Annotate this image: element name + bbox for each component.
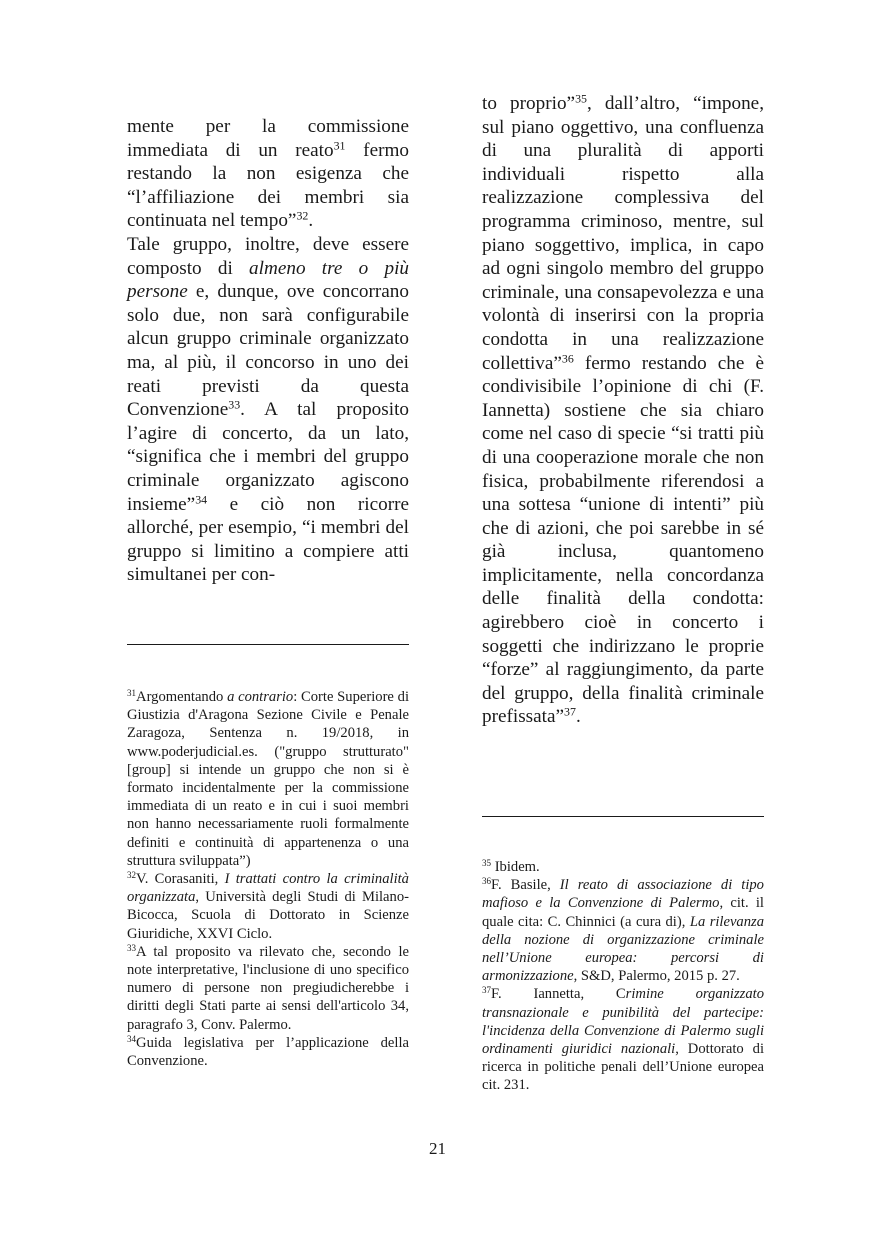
- text-run: , Dottorato di ricerca in politiche penali dell’Unione europea cit. 231.: [482, 1041, 764, 1094]
- text-run: , Università degli Studi di Milano-Bicocca, Scuola di Dottorato in Scienze Giuridiche, XXVI Ciclo.: [127, 889, 409, 942]
- footnote-31: [127, 688, 409, 870]
- body-paragraph: [127, 115, 409, 233]
- text-run: e, dunque, ove concorrano solo due, non sarà configurabile alcun gruppo criminale organizzato ma, al più, il concorso in uno dei reati previsti da questa Convenzione: [127, 281, 409, 421]
- footnote-number: 35: [482, 858, 492, 869]
- footnote-34: [127, 1034, 409, 1070]
- footnote-reference: 36: [561, 350, 574, 365]
- left-column-body: [127, 115, 409, 587]
- footnote-reference: 31: [333, 138, 346, 153]
- text-run: fermo restando che è condivisibile l’opinione di chi (F. Iannetta) sostiene che sia chiaro come nel caso di specie “si tratti più di una cooperazione morale che non fisica, probabilmente riferendosi a una sottesa “unione di intenti” più che di azioni, che poi sarebbe in sé già inclusa, quantomeno implicitamente, nella concordanza delle finalità della condotta: agirebbero cioè in concerto i soggetti che indirizzano le proprie “forze” al raggiungimento, da parte del gruppo, della finalità criminale prefissata”: [482, 352, 764, 728]
- body-paragraph: [127, 233, 409, 587]
- text-run: to proprio”: [482, 93, 576, 114]
- text-run: : Corte Superiore di Giustizia d'Aragona Sezione Civile e Penale Zaragoza, Sentenza n. 19/2018, in www.poderjudicial.es. ("gruppo strutturato" [group] si intende un gruppo che non si è formato incidentalmente per la commissione immediata di un reato e in cui i suoi membri non hanno necessariamente ruoli formalmente definiti e continuità di appartenenza o una struttura sviluppata”): [127, 689, 409, 869]
- text-run: .: [575, 706, 581, 728]
- text-run: .: [308, 210, 314, 232]
- text-run: Ibidem.: [491, 859, 540, 875]
- body-paragraph: [482, 92, 764, 729]
- text-run: , cit. il quale cita: C. Chinnici (a cura di),: [482, 895, 764, 930]
- text-run: A tal proposito va rilevato che, secondo le note interpretative, l'inclusione di uno specifico numero di persone non pregiudicherebbe i diritti degli Stati parte ai sensi dell'articolo 34, paragrafo 3, Conv. Palermo.: [127, 943, 409, 1033]
- text-run: Argomentando: [136, 689, 228, 705]
- footnote-number: 31: [127, 688, 137, 699]
- text-run: V. Corasaniti,: [136, 871, 225, 888]
- footnote-reference: 37: [564, 704, 576, 719]
- footnote-36: [482, 876, 764, 985]
- footnote-reference: 35: [575, 91, 587, 106]
- italic-text: a contrario: [227, 689, 294, 705]
- footnote-33: [127, 943, 409, 1034]
- footnote-separator-right: [482, 816, 764, 817]
- italic-text: La rilevanza della nozione di organizzazione criminale nell’Unione europea: percorsi di armonizzazione: [482, 913, 765, 985]
- footnote-number: 36: [482, 876, 492, 887]
- text-run: Tale gruppo, inoltre, deve essere composto di: [127, 233, 409, 279]
- footnote-37: [482, 985, 764, 1094]
- text-run: Guida legislativa per l’applicazione della Convenzione.: [127, 1034, 409, 1070]
- italic-text: rimine organizzato transnazionale e punibilità del partecipe: l'incidenza della Convenzione di Palermo sugli ordinamenti giuridici nazionali: [482, 986, 764, 1058]
- text-run: , dall’altro, “impone, sul piano oggettivo, una confluenza di una pluralità di apporti individuali rispetto alla realizzazione complessiva del programma criminoso, mentre, sul piano soggettivo, implica, in capo ad ogni singolo membro del gruppo criminale, una consapevolezza e una volontà di inserirsi con la propria condotta in una realizzazione collettiva”: [482, 93, 764, 374]
- footnote-number: 33: [127, 942, 137, 953]
- text-run: F. Basile,: [491, 877, 560, 894]
- footnote-reference: 34: [195, 491, 208, 506]
- right-column-footnotes: [482, 858, 764, 1095]
- text-run: e ciò non ricorre allorché, per esempio, “i membri del gruppo si limitino a compiere atti simultanei per con-: [127, 493, 409, 586]
- italic-text: Il reato di associazione di tipo mafioso e la Convenzione di Palermo: [482, 877, 764, 912]
- footnote-number: 37: [482, 985, 492, 996]
- text-run: mente per la commissione immediata di un reato: [127, 116, 409, 161]
- text-run: , S&D, Palermo, 2015 p. 27.: [573, 968, 740, 985]
- footnote-35: [482, 858, 764, 876]
- footnote-separator-left: [127, 644, 409, 645]
- text-run: F. Iannetta, C: [491, 986, 626, 1003]
- italic-text: I trattati contro la criminalità organizzata: [127, 871, 409, 906]
- footnote-32: [127, 870, 409, 943]
- text-run: . A tal proposito l’agire di concerto, da un lato, “significa che i membri del gruppo criminale organizzato agiscono insieme”: [127, 399, 409, 515]
- text-run: fermo restando la non esigenza che “l’affiliazione dei membri sia continuata nel tempo”: [127, 139, 409, 232]
- footnote-number: 32: [127, 870, 137, 881]
- footnote-reference: 32: [296, 208, 309, 223]
- footnote-reference: 33: [228, 397, 241, 412]
- page-number: 21: [429, 1139, 446, 1158]
- italic-text: almeno tre o più persone: [127, 257, 409, 303]
- footnote-number: 34: [127, 1033, 137, 1044]
- left-column-footnotes: [127, 688, 409, 1070]
- right-column-body: [482, 92, 764, 729]
